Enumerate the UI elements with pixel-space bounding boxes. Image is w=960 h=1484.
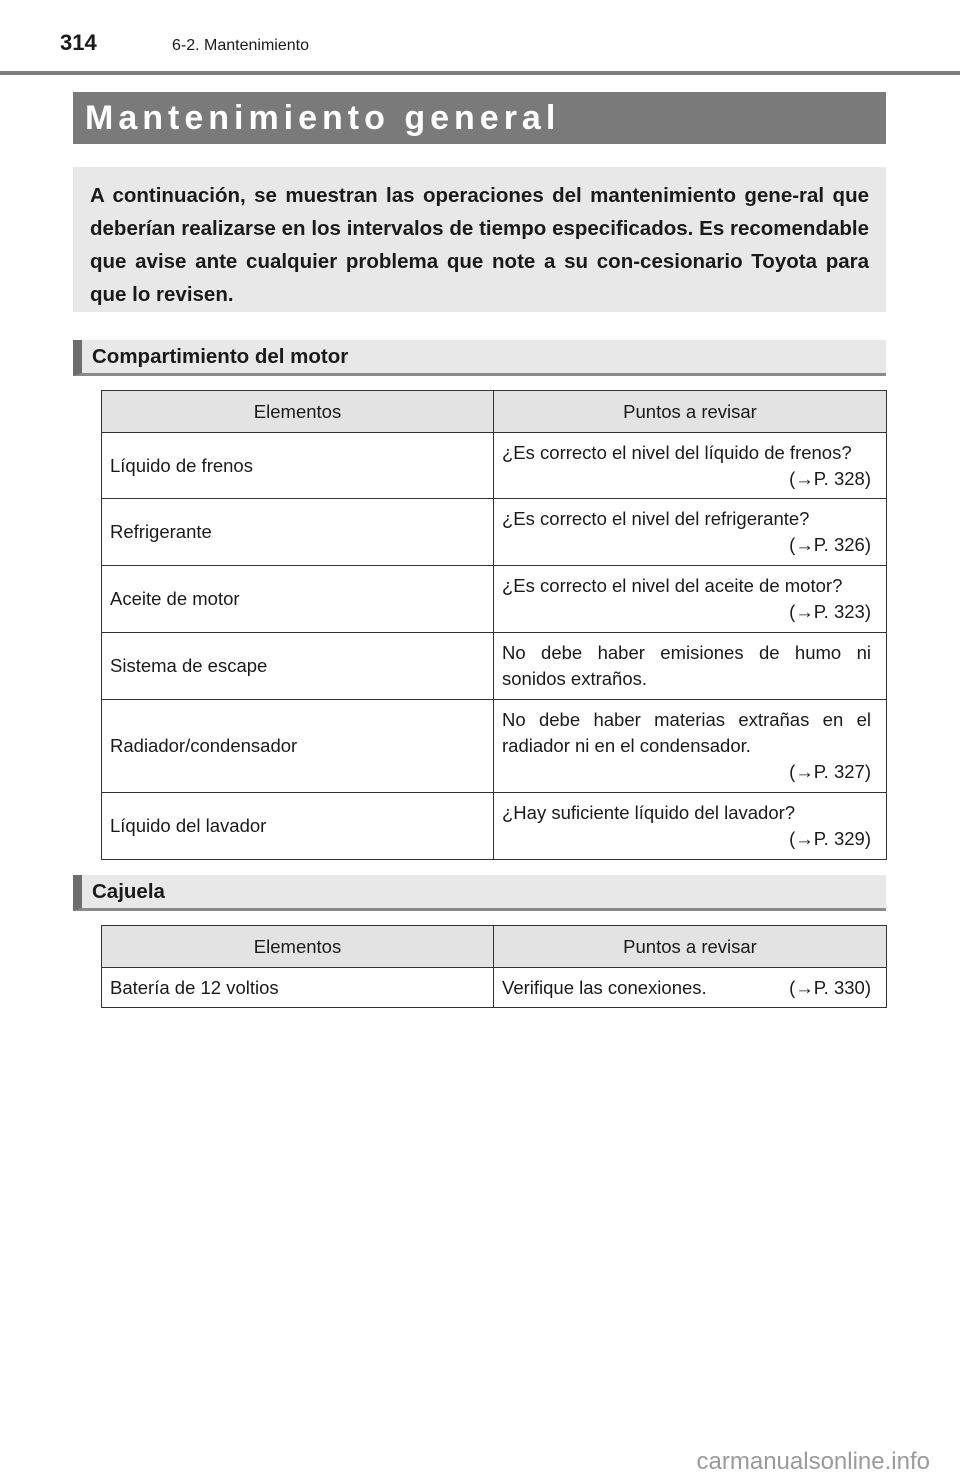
row-item: Refrigerante bbox=[102, 499, 494, 566]
table-row bbox=[102, 499, 887, 566]
row-check bbox=[494, 566, 887, 633]
intro-box bbox=[73, 167, 886, 312]
column-header-items: Elementos bbox=[102, 391, 494, 433]
check-text: ¿Es correcto el nivel del aceite de motor? bbox=[502, 575, 843, 596]
row-check bbox=[494, 793, 887, 860]
column-header-checks: Puntos a revisar bbox=[494, 391, 887, 433]
engine-section-title: Compartimiento del motor bbox=[92, 344, 349, 368]
check-text: ¿Hay suficiente líquido del lavador? bbox=[502, 802, 796, 823]
row-item: Radiador/condensador bbox=[102, 700, 494, 793]
page-reference: (→P. 327) bbox=[789, 761, 871, 782]
table-row bbox=[102, 433, 887, 499]
row-item: Líquido de frenos bbox=[102, 433, 494, 499]
table-row bbox=[102, 633, 887, 700]
page-reference: (→P. 328) bbox=[789, 467, 871, 489]
table-row bbox=[102, 700, 887, 793]
row-check bbox=[494, 499, 887, 566]
watermark: carmanualsonline.info bbox=[696, 1448, 930, 1475]
row-item: Líquido del lavador bbox=[102, 793, 494, 860]
table-row bbox=[102, 793, 887, 860]
row-item: Aceite de motor bbox=[102, 566, 494, 633]
check-text: ¿Es correcto el nivel del refrigerante? bbox=[502, 508, 810, 529]
trunk-checks-table bbox=[101, 925, 887, 1008]
table-header-row bbox=[102, 391, 887, 433]
row-check bbox=[494, 433, 887, 499]
table-row bbox=[102, 968, 887, 1008]
table-row bbox=[102, 566, 887, 633]
title-banner bbox=[73, 92, 886, 144]
row-check bbox=[494, 700, 887, 793]
page-reference: (→P. 326) bbox=[789, 534, 871, 555]
row-item: Sistema de escape bbox=[102, 633, 494, 700]
page-reference: (→P. 329) bbox=[789, 828, 871, 849]
header-divider bbox=[0, 71, 960, 75]
section-reference: 6-2. Mantenimiento bbox=[172, 37, 309, 54]
check-text: Verifique las conexiones. bbox=[502, 976, 707, 998]
check-text: No debe haber materias extrañas en el radiador ni en el condensador. bbox=[502, 709, 871, 756]
engine-section-header bbox=[73, 340, 886, 376]
page-title: Mantenimiento general bbox=[85, 98, 561, 137]
page-reference: (→P. 330) bbox=[789, 976, 871, 998]
table-header-row bbox=[102, 926, 887, 968]
row-item: Batería de 12 voltios bbox=[102, 968, 494, 1008]
engine-checks-table bbox=[101, 390, 887, 860]
column-header-items: Elementos bbox=[102, 926, 494, 968]
trunk-section-title: Cajuela bbox=[92, 879, 165, 903]
column-header-checks: Puntos a revisar bbox=[494, 926, 887, 968]
intro-text: A continuación, se muestran las operaciones del mantenimiento gene-ral que deberían realizarse en los intervalos de tiempo especificados. Es recomendable que avise ante cualquier problema que note a su con-cesionario Toyota para que lo revisen. bbox=[90, 184, 869, 306]
row-check: No debe haber emisiones de humo ni sonidos extraños. bbox=[494, 633, 887, 700]
check-text: ¿Es correcto el nivel del líquido de frenos? bbox=[502, 441, 852, 463]
page-reference: (→P. 323) bbox=[789, 601, 871, 622]
page-number: 314 bbox=[60, 30, 97, 55]
row-check bbox=[494, 968, 887, 1008]
trunk-section-header bbox=[73, 875, 886, 911]
